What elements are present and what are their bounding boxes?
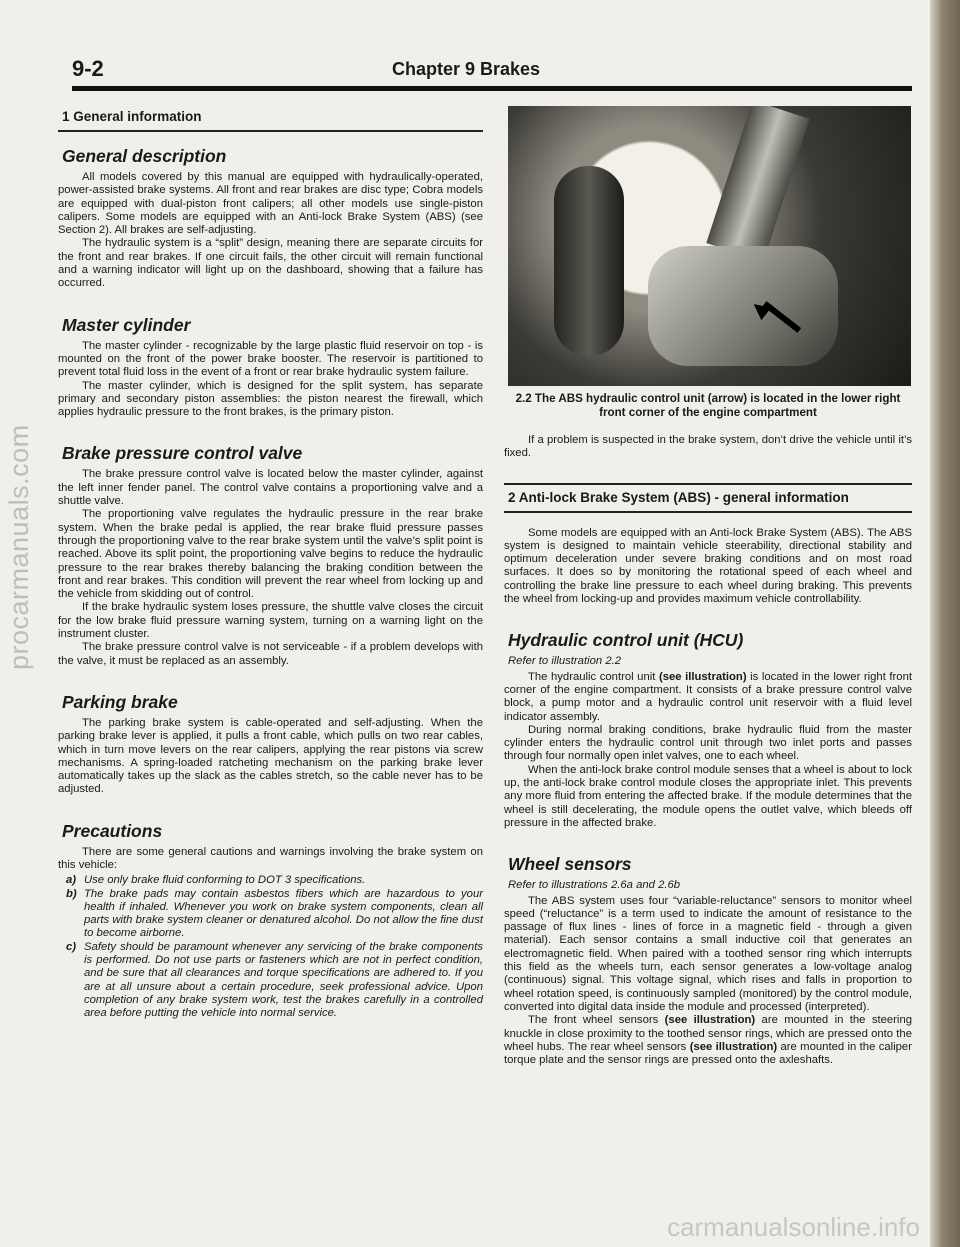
abs-intro: Some models are equipped with an Anti-lock Brake System (ABS). The ABS system is designed to maintain vehicle steerability, directional stability and optimum deceleration under severe braking conditions and on most road surfaces. It does so by monitoring the rotational speed of each wheel and controlling the brake line pressure to each wheel during braking. This prevents the wheel from locking-up and provides maximum vehicle controllability. xyxy=(504,526,912,606)
list-item: c) Safety should be paramount whenever any servicing of the brake components is performed. Do not use parts or fasteners which are not in perfect condition, and be sure that all clearances and torque specifications are adhered to. If you are at all unsure about a certain procedure, seek professional advice. Upon completion of any brake system work, test the brakes carefully in a controlled area before putting the vehicle into normal service. xyxy=(66,940,483,1020)
parking-brake-p1: The parking brake system is cable-operated and self-adjusting. When the parking brake lever is applied, it pulls a front cable, which pulls on two rear cables, which in turn move levers on the rear calipers, applying the rear pistons via screw mechanisms. A spring-loaded ratcheting mechanism on the parking brake lever automatically takes up the slack as the cables stretch, so the cable never has to be adjusted. xyxy=(58,716,483,796)
pressure-valve-p1: The brake pressure control valve is located below the master cylinder, against the left inner fender panel. The control valve contains a proportioning valve and a shuttle valve. xyxy=(58,468,483,508)
page-number: 9-2 xyxy=(72,56,104,81)
list-item: a) Use only brake fluid conforming to DOT 3 specifications. xyxy=(66,874,366,887)
list-item: b) The brake pads may contain asbestos fibers which are hazardous to your health if inhaled. Whenever you work on brake system components, clean all parts with brake system cleaner or denatured alcohol. Do not allow the fine dust to become airborne. xyxy=(66,887,483,940)
hcu-p1: The hydraulic control unit (see illustration) is located in the lower right front corner of the engine compartment. It consists of a brake pressure control valve block, a pump motor and a hydraulic control unit reservoir with a fluid level indicator assembly. xyxy=(504,670,912,723)
master-cylinder-p1: The master cylinder - recognizable by the large plastic fluid reservoir on top - is mounted on the front of the power brake booster. The reservoir is partitioned to prevent total fluid loss in the event of a front or rear brake hydraulic system failure. xyxy=(58,339,483,379)
wheel-sensors-ref: Refer to illustrations 2.6a and 2.6b xyxy=(508,879,681,892)
wheel-sensors-heading: Wheel sensors xyxy=(508,854,632,875)
master-cylinder-heading: Master cylinder xyxy=(62,314,191,335)
right-column xyxy=(504,104,912,1067)
general-description-p1: All models covered by this manual are equipped with hydraulically-operated, power-assisted brake systems. All front and rear brakes are disc type; Cobra models are equipped with dual-piston front calipers; all other models use single-piston calipers. Some models are equipped with an Anti-lock Brake System (ABS) (see Section 2). All brakes are self-adjusting. xyxy=(58,171,483,237)
master-cylinder-p2: The master cylinder, which is designed for the split system, has separate primary and secondary piston assemblies: the piston nearest the firewall, which applies hydraulic pressure to the front brakes, is the primary piston. xyxy=(58,379,483,419)
watermark-bottom: carmanualsonline.info xyxy=(667,1212,920,1242)
hcu-p2: During normal braking conditions, brake hydraulic fluid from the master cylinder enters the hydraulic control unit through two inlet ports and passes through four normally open inlet valves, one to each wheel. xyxy=(504,723,912,763)
pressure-valve-p3: If the brake hydraulic system loses pressure, the shuttle valve closes the circuit for the low brake fluid pressure warning system, turning on a warning light on the instrument cluster. xyxy=(58,601,483,641)
hcu-ref: Refer to illustration 2.2 xyxy=(508,655,622,668)
header-rule xyxy=(72,86,912,91)
general-description-heading: General description xyxy=(62,146,227,166)
general-description-p2: The hydraulic system is a “split” design, meaning there are separate circuits for the front and rear brakes. If one circuit fails, the other circuit will remain functional and a warning indicator will light up on the dashboard, showing that a failure has occurred. xyxy=(58,237,483,290)
abs-unit-photo xyxy=(508,106,911,386)
precautions-list xyxy=(58,874,483,1020)
wheel-sensors-p1: The ABS system uses four “variable-reluctance” sensors to monitor wheel speed (“reluctance” is a term used to indicate the amount of resistance to the passage of flux lines - lines of force in a magnetic field - through a given material). Each sensor contains a small inductive coil that generates an electromagnetic field. When paired with a toothed sensor ring which interrupts this field as the wheels turn, each sensor generates a low-voltage analog (continuous) signal. This voltage signal, which rises and falls in proportion to wheel rotation speed, is continuously sampled (monitored) by the control module, converted into digital data inside the module and processed (interpreted). xyxy=(504,894,912,1013)
precautions-heading: Precautions xyxy=(62,820,163,841)
pressure-valve-p2: The proportioning valve regulates the hydraulic pressure in the rear brake system. When the brake pedal is applied, the rear brake fluid pressure passes through the proportioning valve to the rear brake system until the valve’s split point is reached. Above its split point, the proportioning valve begins to reduce the hydraulic pressure to the rear brakes thereby balancing the braking condition between the front and rear brakes. This condition will prevent the rear wheel from locking up and the vehicle from skidding out of control. xyxy=(58,508,483,601)
section-1-title: 1 General information xyxy=(58,104,483,132)
figure-caption: 2.2 The ABS hydraulic control unit (arrow) is located in the lower right front corner of the engine compartment xyxy=(515,392,901,419)
page-binding-edge xyxy=(930,0,960,1247)
after-figure-text: If a problem is suspected in the brake system, don’t drive the vehicle until it’s fixed. xyxy=(504,434,912,460)
precautions-intro: There are some general cautions and warnings involving the brake system on this vehicle: xyxy=(58,845,483,871)
hcu-heading: Hydraulic control unit (HCU) xyxy=(508,630,744,651)
pressure-valve-heading: Brake pressure control valve xyxy=(62,443,303,464)
watermark-left: procarmanuals.com xyxy=(4,424,34,670)
hcu-p3: When the anti-lock brake control module senses that a wheel is about to lock up, the anti-lock brake control module closes the appropriate inlet. This prevents any more fluid from entering the affected brake. If the module determines that the wheel is still decelerating, the module opens the outlet valve, which bleeds off pressure in the affected brake. xyxy=(504,763,912,829)
parking-brake-heading: Parking brake xyxy=(62,691,178,712)
section-2-title: 2 Anti-lock Brake System (ABS) - general information xyxy=(504,483,912,513)
left-column xyxy=(58,104,483,1021)
chapter-title: Chapter 9 Brakes xyxy=(392,59,541,79)
pressure-valve-p4: The brake pressure control valve is not serviceable - if a problem develops with the valve, it must be replaced as an assembly. xyxy=(58,641,483,667)
wheel-sensors-p2: The front wheel sensors (see illustration) are mounted in the steering knuckle in close proximity to the toothed sensor rings, which are pressed onto the wheel hubs. The rear wheel sensors (see illustration) are mounted in the caliper torque plate and the sensor rings are pressed onto the axleshafts. xyxy=(504,1014,913,1067)
